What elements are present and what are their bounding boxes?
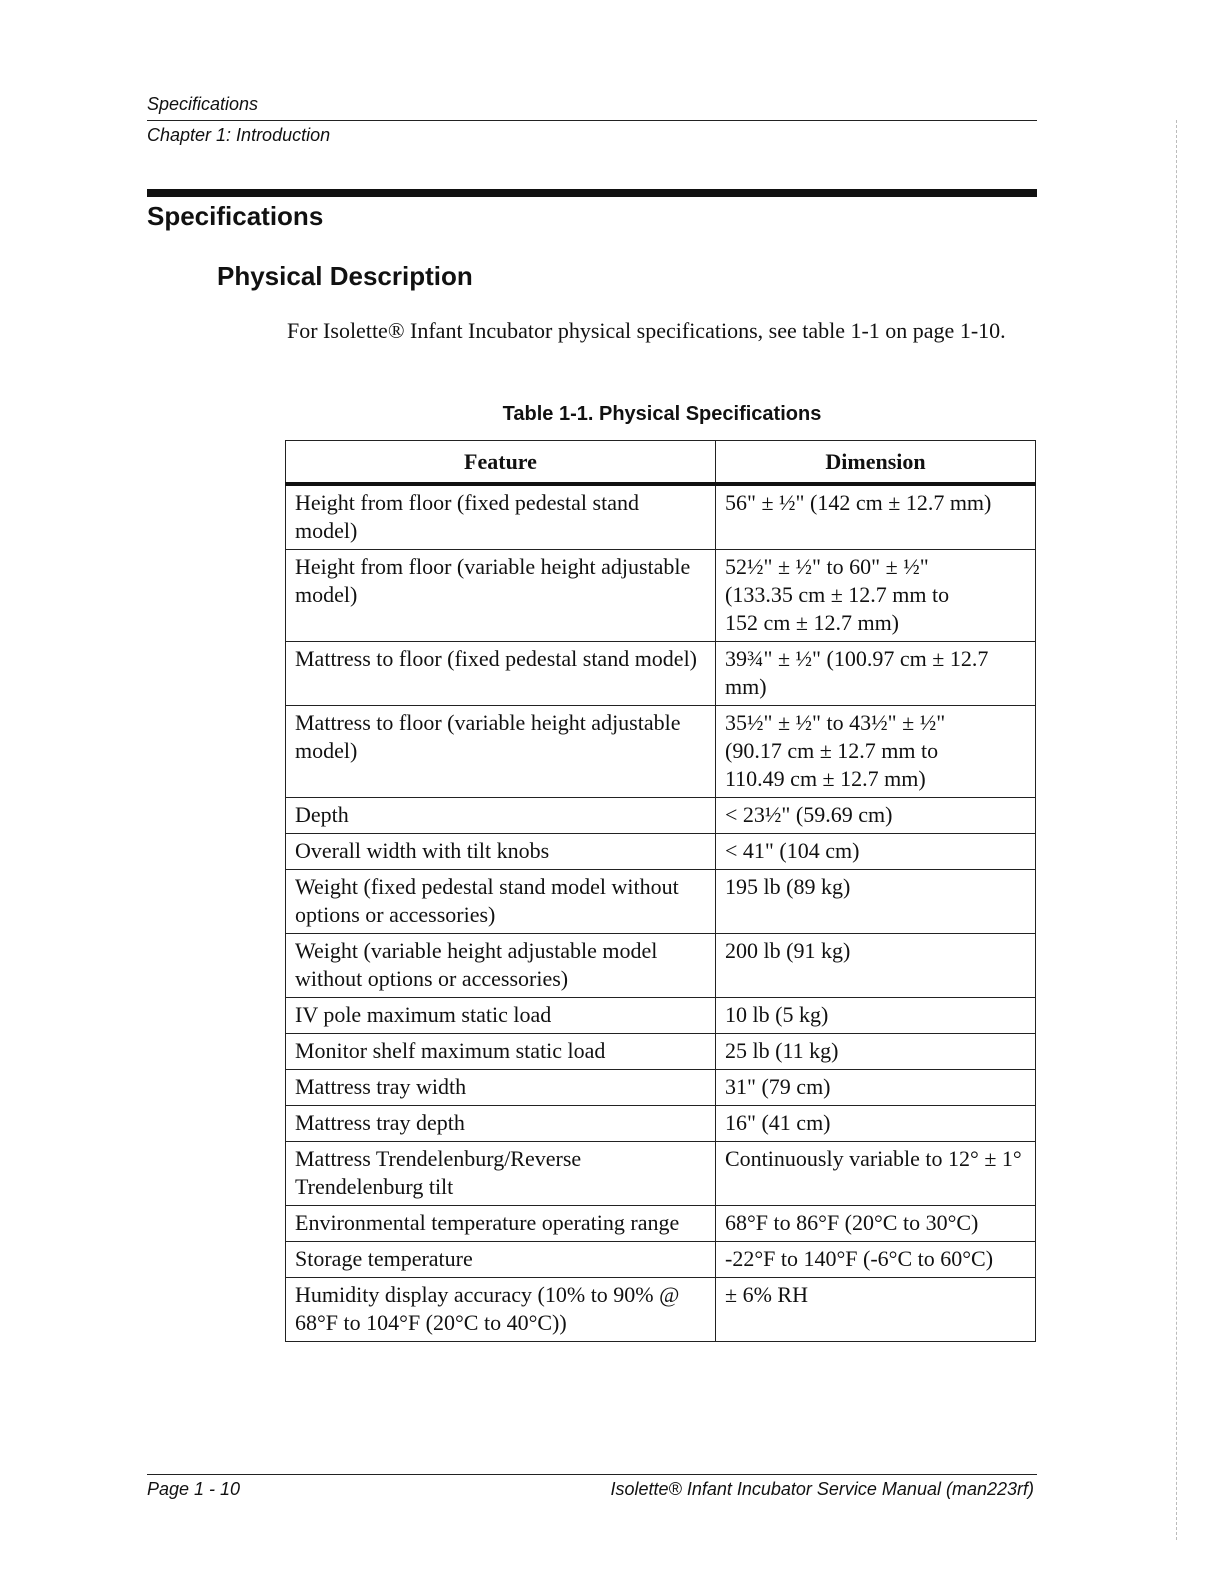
feature-cell: Depth <box>286 798 716 834</box>
specifications-table <box>285 440 1036 1342</box>
dimension-cell: -22°F to 140°F (-6°C to 60°C) <box>716 1242 1036 1278</box>
dimension-cell: 68°F to 86°F (20°C to 30°C) <box>716 1206 1036 1242</box>
table-row <box>286 1142 1036 1206</box>
table-row <box>286 1070 1036 1106</box>
table-row <box>286 1242 1036 1278</box>
dimension-cell: < 23½" (59.69 cm) <box>716 798 1036 834</box>
running-header <box>147 92 1037 148</box>
feature-cell: Weight (variable height adjustable model without options or accessories) <box>286 934 716 998</box>
section-rule <box>147 189 1037 197</box>
feature-cell: Overall width with tilt knobs <box>286 834 716 870</box>
feature-cell: Monitor shelf maximum static load <box>286 1034 716 1070</box>
feature-cell: Mattress tray width <box>286 1070 716 1106</box>
header-section: Specifications <box>147 92 1037 121</box>
table-row <box>286 870 1036 934</box>
dimension-cell: 195 lb (89 kg) <box>716 870 1036 934</box>
header-chapter: Chapter 1: Introduction <box>147 125 331 145</box>
column-header-feature: Feature <box>286 441 716 485</box>
table-caption: Table 1-1. Physical Specifications <box>502 403 822 425</box>
column-header-dimension: Dimension <box>716 441 1036 485</box>
dimension-cell: 10 lb (5 kg) <box>716 998 1036 1034</box>
dimension-cell: 31" (79 cm) <box>716 1070 1036 1106</box>
feature-cell: Environmental temperature operating range <box>286 1206 716 1242</box>
dimension-cell: 52½" ± ½" to 60" ± ½" (133.35 cm ± 12.7 mm to 152 cm ± 12.7 mm) <box>716 550 1036 642</box>
intro-paragraph: For Isolette® Infant Incubator physical specifications, see table 1-1 on page 1-10. <box>287 318 1006 343</box>
dimension-cell: ± 6% RH <box>716 1278 1036 1342</box>
feature-cell: Humidity display accuracy (10% to 90% @ 68°F to 104°F (20°C to 40°C)) <box>286 1278 716 1342</box>
dimension-cell: Continuously variable to 12° ± 1° <box>716 1142 1036 1206</box>
table-row <box>286 998 1036 1034</box>
dimension-cell: 56" ± ½" (142 cm ± 12.7 mm) <box>716 484 1036 550</box>
footer-manual-title: Isolette® Infant Incubator Service Manual (man223rf) <box>610 1479 1034 1499</box>
table-header-row <box>286 441 1036 485</box>
section-heading: Physical Description <box>217 261 473 291</box>
dimension-cell: 16" (41 cm) <box>716 1106 1036 1142</box>
table-row <box>286 550 1036 642</box>
feature-cell: Height from floor (fixed pedestal stand model) <box>286 484 716 550</box>
feature-cell: Weight (fixed pedestal stand model without options or accessories) <box>286 870 716 934</box>
table-row <box>286 1278 1036 1342</box>
feature-cell: Mattress tray depth <box>286 1106 716 1142</box>
table-row <box>286 1106 1036 1142</box>
footer-rule <box>147 1474 1037 1475</box>
table-row <box>286 834 1036 870</box>
dimension-cell: 35½" ± ½" to 43½" ± ½" (90.17 cm ± 12.7 mm to 110.49 cm ± 12.7 mm) <box>716 706 1036 798</box>
table-row <box>286 642 1036 706</box>
table-row <box>286 798 1036 834</box>
footer-page-number: Page 1 - 10 <box>147 1479 241 1499</box>
dimension-cell: < 41" (104 cm) <box>716 834 1036 870</box>
scan-edge-marks <box>1176 120 1178 1540</box>
table-row <box>286 934 1036 998</box>
feature-cell: Mattress Trendelenburg/Reverse Trendelenburg tilt <box>286 1142 716 1206</box>
dimension-cell: 39¾" ± ½" (100.97 cm ± 12.7 mm) <box>716 642 1036 706</box>
dimension-cell: 200 lb (91 kg) <box>716 934 1036 998</box>
feature-cell: Height from floor (variable height adjustable model) <box>286 550 716 642</box>
feature-cell: Mattress to floor (fixed pedestal stand model) <box>286 642 716 706</box>
dimension-cell: 25 lb (11 kg) <box>716 1034 1036 1070</box>
page-title: Specifications <box>147 201 324 231</box>
feature-cell: IV pole maximum static load <box>286 998 716 1034</box>
feature-cell: Mattress to floor (variable height adjustable model) <box>286 706 716 798</box>
table-row <box>286 1206 1036 1242</box>
feature-cell: Storage temperature <box>286 1242 716 1278</box>
table-row <box>286 1034 1036 1070</box>
table-row <box>286 706 1036 798</box>
table-row <box>286 484 1036 550</box>
